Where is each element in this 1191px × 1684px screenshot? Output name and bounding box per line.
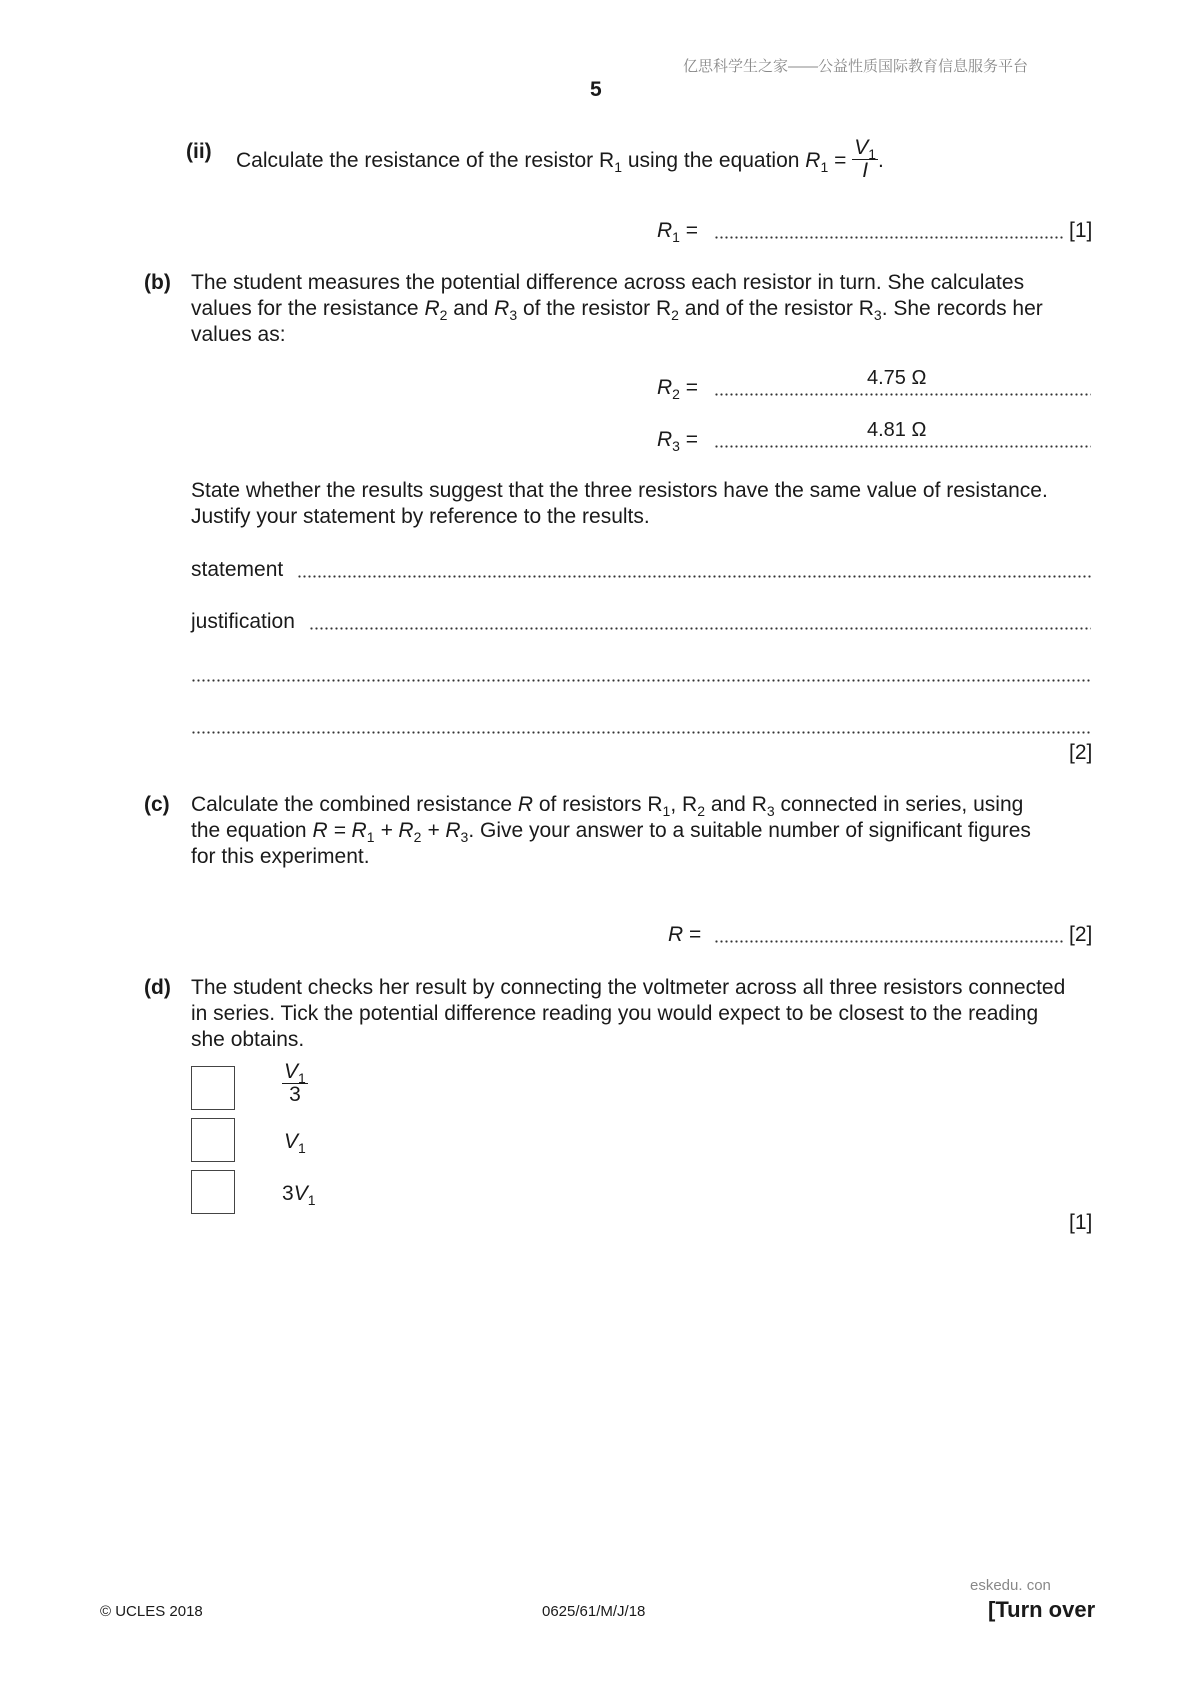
option-v1: $V_1$ (284, 1130, 306, 1156)
equation-lhs: R (805, 149, 821, 173)
r2-answer-line (714, 393, 1091, 396)
part-b-question-line2: Justify your statement by reference to the results. (191, 505, 650, 528)
r1-answer-line[interactable] (714, 236, 1063, 239)
r3-answer-line (714, 445, 1091, 448)
justification-answer-line-1[interactable] (309, 627, 1091, 630)
statement-label: statement (191, 558, 284, 581)
part-c-line1: Calculate the combined resistance R of resistors $R_1$, $R_2$ and $R_3$ connected in series, using (191, 793, 1024, 819)
part-b-label: (b) (144, 271, 171, 294)
part-a-ii-label: (ii) (186, 140, 212, 163)
r2-label: $R_2$ = (657, 376, 699, 402)
r-answer-label: R = (668, 923, 702, 946)
r1-answer-label: $R_1$ = (657, 219, 699, 245)
turn-over: [Turn over (988, 1597, 1096, 1622)
equation-fraction: $\frac{V_1}{I}$ (854, 136, 877, 182)
part-b-line3: values as: (191, 323, 286, 346)
part-d-marks: [1] (1069, 1211, 1093, 1234)
part-c-line2: the equation $R = R_1 + R_2 + R_3$. Give your answer to a suitable number of significant figures (191, 819, 1031, 845)
part-d-line2: in series. Tick the potential difference reading you would expect to be closest to the reading (191, 1002, 1039, 1025)
header-watermark: 亿思科学生之家——公益性质国际教育信息服务平台 (683, 58, 1029, 75)
statement-answer-line[interactable] (297, 575, 1091, 578)
tick-box-v1-over-3[interactable] (191, 1066, 235, 1110)
part-c-label: (c) (144, 793, 170, 816)
footer-copyright: © UCLES 2018 (100, 1603, 203, 1620)
part-b-marks: [2] (1069, 741, 1093, 764)
r-answer-line[interactable] (714, 940, 1063, 943)
tick-box-v1[interactable] (191, 1118, 235, 1162)
part-d-label: (d) (144, 976, 171, 999)
option-3v1: $3V_1$ (282, 1182, 316, 1208)
r3-label: $R_3$ = (657, 428, 699, 454)
justification-label: justification (191, 610, 295, 633)
tick-box-3v1[interactable] (191, 1170, 235, 1214)
r2-value: 4.75 Ω (867, 367, 927, 389)
part-b-line2: values for the resistance $R_2$ and $R_3$ of the resistor $R_2$ and of the resistor $R_3$. She records her (191, 297, 1043, 323)
part-d-line3: she obtains. (191, 1028, 305, 1051)
part-c-marks: [2] (1069, 923, 1093, 946)
option-v1-over-3: $\frac{V_1}{3}$ (284, 1060, 306, 1106)
footer-paper-code: 0625/61/M/J/18 (542, 1603, 646, 1620)
r3-value: 4.81 Ω (867, 419, 927, 441)
part-b-line1: The student measures the potential difference across each resistor in turn. She calculates (191, 271, 1025, 294)
part-b-question-line1: State whether the results suggest that the three resistors have the same value of resistance. (191, 479, 1048, 502)
footer-site-watermark: eskedu. con (970, 1577, 1051, 1594)
part-a-ii-marks: [1] (1069, 219, 1093, 242)
justification-answer-line-3[interactable] (191, 731, 1091, 734)
page-number: 5 (590, 78, 602, 101)
part-c-line3: for this experiment. (191, 845, 370, 868)
part-a-ii-question: Calculate the resistance of the resistor $R_1$ using the equation $R_1$ = $\frac{V_1}{I}$ . (236, 136, 884, 182)
justification-answer-line-2[interactable] (191, 679, 1091, 682)
part-d-line1: The student checks her result by connecting the voltmeter across all three resistors connected (191, 976, 1066, 999)
